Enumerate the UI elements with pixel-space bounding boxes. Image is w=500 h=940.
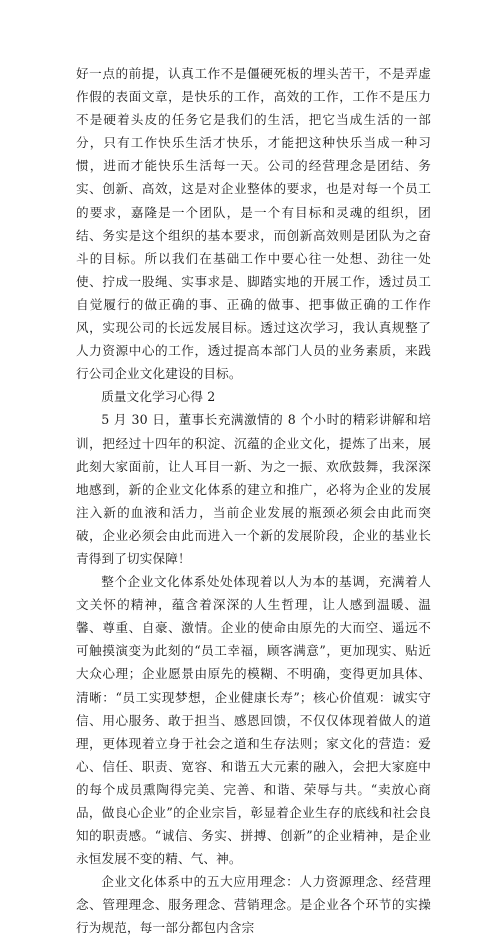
section-heading: 质量文化学习心得 2 — [101, 389, 216, 405]
paragraph-five-concepts: 企业文化体系中的五大应用理念：人力资源理念、经营理念、管理理念、服务理念、营销理念。是企业各个环节的实操行为规范，每一部分都包内含宗 — [76, 874, 431, 936]
document-body — [76, 62, 431, 940]
paragraph-training-may30: 5 月 30 日，董事长充满激情的 8 个小时的精彩讲解和培训，把经过十四年的积淀、沉蕴的企业文化，提炼了出来，展此刻大家面前，让人耳目一新、为之一振、欢欣鼓舞，我深深地感到，新的企业文化体系的建立和推广，必将为企业的发展注入新的血液和活力，当前企业发展的瓶颈必须会由此而突破，企业必须会由此而进入一个新的发展阶段，企业的基业长青得到了切实保障！ — [76, 412, 431, 566]
paragraph-culture-system: 整个企业文化体系处处体现着以人为本的基调，充满着人文关怀的精神，蕴含着深深的人生哲理，让人感到温暖、温馨、尊重、自豪、激情。企业的使命由原先的大而空、遥远不可触摸演变为此刻的“员工幸福，顾客满意”，更加现实、贴近大众心理；企业愿景由原先的模糊、不明确，变得更加具体、清晰：“员工实现梦想，企业健康长寿”；核心价值观：诚实守信、用心服务、敢于担当、感恩回馈，不仅仅体现着做人的道理，更体现着立身于社会之道和生存法则；家文化的营造：爱心、信任、职责、宽容、和谐五大元素的融入，会把大家庭中的每个成员熏陶得完美、完善、和谐、荣辱与共。“卖放心商品，做良心企业”的企业宗旨，彰显着企业生存的底线和社会良知的职责感。“诚信、务实、拼搏、创新”的企业精神，是企业永恒发展不变的精、气、神。 — [76, 574, 431, 867]
paragraph-work-happiness: 好一点的前提，认真工作不是僵硬死板的埋头苦干，不是弄虚作假的表面文章，是快乐的工作，高效的工作，工作不是压力不是硬着头皮的任务它是我们的生活，把它当成生活的一部分，只有工作快乐生活才快乐，才能把这种快乐当成一种习惯，进而才能快乐生活每一天。公司的经营理念是团结、务实、创新、高效，这是对企业整体的要求，也是对每一个员工的要求，嘉隆是一个团队，是一个有目标和灵魂的组织，团结、务实是这个组织的基本要求，而创新高效则是团队为之奋斗的目标。所以我们在基础工作中要心往一处想、劲往一处使、拧成一股绳、实事求是、脚踏实地的开展工作，透过员工自觉履行的做正确的事、正确的做事、把事做正确的工作作风，实现公司的长远发展目标。透过这次学习，我认真规整了人力资源中心的工作，透过提高本部门人员的业务素质，来践行公司企业文化建设的目标。 — [76, 66, 431, 382]
